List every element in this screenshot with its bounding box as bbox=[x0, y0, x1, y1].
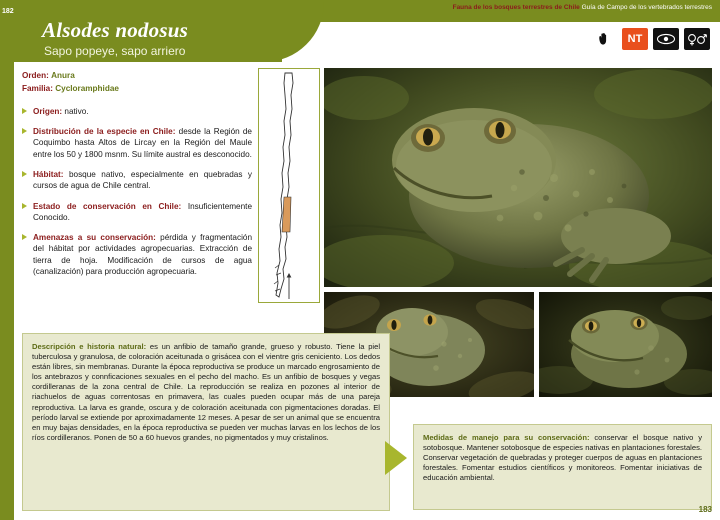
series-header bbox=[453, 4, 712, 11]
fact-text-estado: Insuficientemente Conocido. bbox=[33, 201, 252, 222]
series-subtitle: Guía de Campo de los vertebrados terrestres bbox=[581, 4, 712, 11]
fact-label-estado: Estado de conservación en Chile: bbox=[33, 201, 182, 211]
fact-habitat bbox=[22, 169, 252, 192]
fact-estado-conservacion bbox=[22, 201, 252, 224]
fact-text-distribucion: desde la Región de Coquimbo hasta Altos de Lircay en la Región del Maule entre los 50 y 1800 msnm. Su límite austral es desconocido. bbox=[33, 126, 252, 159]
fact-text-origen: nativo. bbox=[62, 106, 89, 116]
taxonomy-label-familia: Familia: bbox=[22, 84, 53, 94]
page-number-left: 182 bbox=[2, 8, 14, 15]
taxonomy-row-familia bbox=[22, 83, 252, 94]
fact-text-habitat: bosque nativo, especialmente en quebradas y cursos de agua de Chile central. bbox=[33, 169, 252, 191]
series-title: Fauna de los bosques terrestres de Chile bbox=[452, 4, 580, 11]
description-text: es un anfibio de tamaño grande, grueso y robusto. Tiene la piel tuberculosa y granulosa, de coloración aceitunada o grisácea con el vientre gris ceniciento. Los dedos están libres, sin membranas. Durante la época reproductiva se produce un marcado engrosamiento de los antebrazos y connficaciones sexuales en el pecho del macho. Es un anfibio de bosques y vegas cordilleranas de la zona central de Chile. La reproducción se realiza en pozones al interior de riachuelos de aguas correntosas en primavera, las cuales pueden ocupar más de una pareja reproductiva. La larva es grande, oscura y de coloración aceitunada con pigmentaciones doradas. El período larval se extiende por aproximadamente 12 meses. A pesar de ser un animal que se encuentra en muy bajas densidades, en la época reproductiva se pueden ver muchas larvas en los lechos de los ríos cordilleranos. Ponen de 50 a 60 huevos grandes, no pigmentados y muy cristalinos. bbox=[32, 342, 381, 442]
taxonomy-block bbox=[22, 70, 252, 95]
arrow-icon bbox=[385, 441, 407, 475]
fact-label-distribucion: Distribución de la especie en Chile: bbox=[33, 126, 176, 136]
management-panel bbox=[413, 424, 712, 510]
sex-symbols-icon bbox=[684, 28, 710, 50]
fact-origen bbox=[22, 106, 252, 117]
fact-distribucion bbox=[22, 126, 252, 160]
species-info-column bbox=[22, 70, 252, 286]
taxonomy-value-familia: Cycloramphidae bbox=[55, 84, 119, 94]
management-label: Medidas de manejo para su conservación: bbox=[423, 433, 590, 442]
header-banner bbox=[14, 0, 720, 62]
taxonomy-row-orden bbox=[22, 70, 252, 81]
fact-amenazas bbox=[22, 232, 252, 277]
fact-label-origen: Origen: bbox=[33, 106, 63, 116]
status-icon-row bbox=[591, 28, 710, 50]
page-title: Alsodes nodosus bbox=[42, 18, 188, 42]
conservation-status-nt-badge: NT bbox=[622, 28, 648, 50]
description-label: Descripción e historia natural: bbox=[32, 342, 147, 351]
left-edge-strip bbox=[0, 0, 14, 520]
hand-icon bbox=[591, 28, 617, 50]
fact-label-amenazas: Amenazas a su conservación: bbox=[33, 233, 156, 243]
fact-text-amenazas: pérdida y fragmentación del hábitat por actividades agropecuarias. Extracción de tierra de hoja. Modificación de cursos de agua (canalización) para producción agropecuaria. bbox=[33, 233, 252, 277]
photo-main-frog bbox=[324, 68, 712, 287]
eye-icon bbox=[653, 28, 679, 50]
fact-label-habitat: Hábitat: bbox=[33, 169, 64, 179]
taxonomy-label-orden: Orden: bbox=[22, 71, 49, 80]
common-names: Sapo popeye, sapo arriero bbox=[44, 44, 186, 58]
management-text: conservar el bosque nativo y sotobosque. Mantener sotobosque de especies nativas en plantaciones forestales. Conservar vegetación de quebradas y proteger cuerpos de aguas en plantaciones forestales. Fomentar estudios científicos y monitoreos. Fomentar iniciativas de educación ambiental. bbox=[423, 433, 702, 483]
photo-tertiary-frog bbox=[539, 292, 712, 397]
distribution-map-chile bbox=[258, 68, 320, 303]
description-panel bbox=[22, 333, 390, 511]
taxonomy-value-orden: Anura bbox=[51, 71, 75, 80]
page-number-right: 183 bbox=[698, 505, 712, 514]
